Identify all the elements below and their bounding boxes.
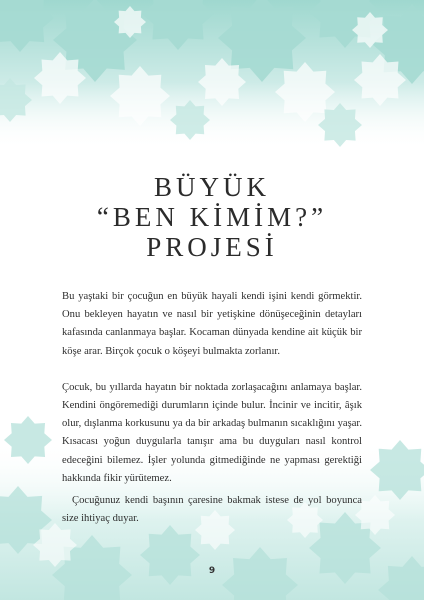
paragraph-2: Çocuk, bu yıllarda hayatın bir noktada zorlaşacağını anlamaya başlar. Kendini öngöremediği durumların içinde bulur. İncinir ve incitir, âşık olur, dışlanma korkusunu ya da bir arkadaş bulmanın sıcaklığını yaşar. Kısacası yoğun duygularla tanışır ama bu duyguları nasıl kontrol edeceğini bilemez. İşler yolunda gitmediğinde ne yapması gerektiği hakkında fikir yürütemez. [62,381,362,484]
paragraph-3: Çocuğunuz kendi başının çaresine bakmak istese de yol boyunca size ihtiyaç duyar. [62,495,362,525]
page-number: 9 [208,566,216,576]
title-line-1: BÜYÜK [153,172,270,202]
body-text [62,288,362,528]
title-line-2: “BEN KİMİM?” [96,202,328,232]
paragraph-1: Bu yaştaki bir çocuğun en büyük hayali kendi işini kendi görmektir. Onu bekleyen hayatın ve nasıl bir yetişkine dönüşeceğinin detayları kafasında canlanmaya başlar. Kocaman dünyada kendine ait küçük bir köşe arar. Birçok çocuk o köşeyi bulmakta zorlanır. [62,291,362,357]
title-line-3: PROJESİ [146,232,278,262]
chapter-title [0,172,424,262]
